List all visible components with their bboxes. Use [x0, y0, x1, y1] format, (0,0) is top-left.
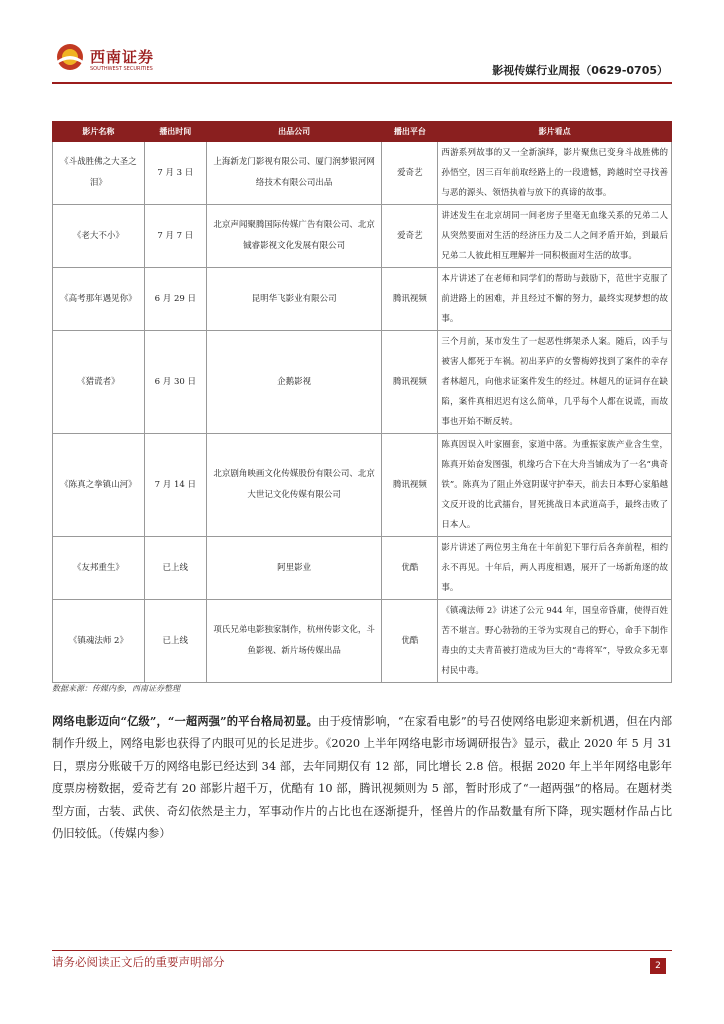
company-cell: 北京声闻聚腾国际传媒广告有限公司、北京铖睿影视文化发展有限公司 — [206, 205, 382, 268]
plot-cell: 本片讲述了在老师和同学们的帮助与鼓励下，范世宇克服了前进路上的困难，并且经过不懈的努力，最终实现梦想的故事。 — [438, 268, 672, 331]
southwest-securities-logo-icon — [52, 42, 88, 72]
footer-divider — [52, 950, 672, 951]
release-date-cell: 6 月 29 日 — [144, 268, 206, 331]
film-name-cell: 《老大不小》 — [53, 205, 145, 268]
plot-cell: 讲述发生在北京胡同一间老房子里毫无血缘关系的兄弟二人从突然要面对生活的经济压力及二人之间矛盾开始，到最后兄弟二人彼此相互理解并一同积极面对生活的故事。 — [438, 205, 672, 268]
plot-cell: 《镇魂法师 2》讲述了公元 944 年，国皇帝昏庸，使得百姓苦不堪言。野心勃勃的王爷为实现自己的野心，命手下制作毒虫的丈夫青苗被打造成为巨大的“毒将军”，导致众多无辜村民中毒。 — [438, 600, 672, 683]
company-cell: 昆明华飞影业有限公司 — [206, 268, 382, 331]
platform-cell: 优酷 — [382, 537, 438, 600]
page-number: 2 — [650, 958, 666, 974]
film-name-cell: 《陈真之拳镇山河》 — [53, 434, 145, 537]
paragraph-lead: 网络电影迈向“亿级”，“一超两强”的平台格局初显。 — [52, 714, 319, 728]
paragraph-body: 由于疫情影响，“在家看电影”的号召使网络电影迎来新机遇，但在内部制作升级上，网络电影也获得了内眼可见的长足进步。《2020 上半年网络电影市场调研报告》显示，截止 2020 年 5 月 31 日，票房分账破千万的网络电影已经达到 34 部，去年同期仅有 12 部，同比增长 2.8 倍。根据 2020 年上半年网络电影年度票房榜数据，爱奇艺有 20 部影片超千万，优酷有 10 部，腾讯视频则为 5 部，暂时形成了“一超两强”的格局。在题材类型方面，古装、武侠、奇幻依然是主力，军事动作片的占比也在逐渐提升，怪兽片的作品数量有所下降，现实题材作品占比仍旧较低。（传媒内参） — [52, 715, 672, 841]
column-header: 影片看点 — [438, 122, 672, 142]
company-cell: 阿里影业 — [206, 537, 382, 600]
film-name-cell: 《猎谎者》 — [53, 331, 145, 434]
release-date-cell: 已上线 — [144, 600, 206, 683]
table-row — [53, 600, 672, 683]
data-source-note: 数据来源：传媒内参，西南证券整理 — [52, 684, 180, 693]
column-header: 播出平台 — [382, 122, 438, 142]
film-name-cell: 《友邦重生》 — [53, 537, 145, 600]
table-row — [53, 434, 672, 537]
report-title: 影视传媒行业周报（0629-0705） — [492, 64, 668, 77]
header-divider — [52, 82, 672, 84]
disclaimer-note: 请务必阅读正文后的重要声明部分 — [52, 955, 225, 969]
film-release-table — [52, 121, 672, 683]
brand-name: 西南证券 — [90, 48, 155, 66]
column-header: 播出时间 — [144, 122, 206, 142]
body-paragraph — [52, 710, 672, 845]
film-name-cell: 《高考那年遇见你》 — [53, 268, 145, 331]
table-row — [53, 331, 672, 434]
table-header-row — [53, 122, 672, 142]
film-name-cell: 《镇魂法师 2》 — [53, 600, 145, 683]
release-date-cell: 7 月 14 日 — [144, 434, 206, 537]
table-row — [53, 205, 672, 268]
column-header: 出品公司 — [206, 122, 382, 142]
plot-cell: 西游系列故事的又一全新演绎，影片聚焦已变身斗战胜佛的孙悟空，因三百年前取经路上的一段遗憾，跨越时空寻找善与恶的源头、领悟执着与放下的真谛的故事。 — [438, 142, 672, 205]
company-cell: 企鹅影视 — [206, 331, 382, 434]
platform-cell: 爱奇艺 — [382, 205, 438, 268]
plot-cell: 三个月前，某市发生了一起恶性绑架杀人案。随后，凶手与被害人都死于车祸。初出茅庐的女警梅婷找到了案件的幸存者林超凡，向他求证案件发生的经过。林超凡的证词存在缺陷，案件真相迟迟有这么简单，几乎每个人都在说谎，而故事也开始不断反转。 — [438, 331, 672, 434]
platform-cell: 腾讯视频 — [382, 331, 438, 434]
table-row — [53, 142, 672, 205]
platform-cell: 腾讯视频 — [382, 434, 438, 537]
release-date-cell: 7 月 7 日 — [144, 205, 206, 268]
table-row — [53, 268, 672, 331]
company-cell: 北京剧角映画文化传媒股份有限公司、北京大世记文化传媒有限公司 — [206, 434, 382, 537]
film-name-cell: 《斗战胜佛之大圣之泪》 — [53, 142, 145, 205]
company-cell: 项氏兄弟电影独家制作，杭州传影文化，斗鱼影视、新片场传媒出品 — [206, 600, 382, 683]
plot-cell: 影片讲述了两位男主角在十年前犯下罪行后各奔前程，相约永不再见。十年后，两人再度相遇，展开了一场新角逐的故事。 — [438, 537, 672, 600]
platform-cell: 腾讯视频 — [382, 268, 438, 331]
plot-cell: 陈真因误入叶家圈套，家道中落。为重振家族产业含生堂，陈真开始奋发图强，机缘巧合下在大舟当铺成为了一名“典奇铁”。陈真为了阻止外寇阴谋守护奉天，前去日本野心家船越文反开设的比武擂台，冒死挑战日本武道高手，最终击败了日本人。 — [438, 434, 672, 537]
release-date-cell: 6 月 30 日 — [144, 331, 206, 434]
company-cell: 上海新龙门影视有限公司、厦门润梦银河网络技术有限公司出品 — [206, 142, 382, 205]
release-date-cell: 7 月 3 日 — [144, 142, 206, 205]
column-header: 影片名称 — [53, 122, 145, 142]
platform-cell: 爱奇艺 — [382, 142, 438, 205]
platform-cell: 优酷 — [382, 600, 438, 683]
table-row — [53, 537, 672, 600]
release-date-cell: 已上线 — [144, 537, 206, 600]
brand-name-en: SOUTHWEST SECURITIES — [90, 66, 153, 72]
